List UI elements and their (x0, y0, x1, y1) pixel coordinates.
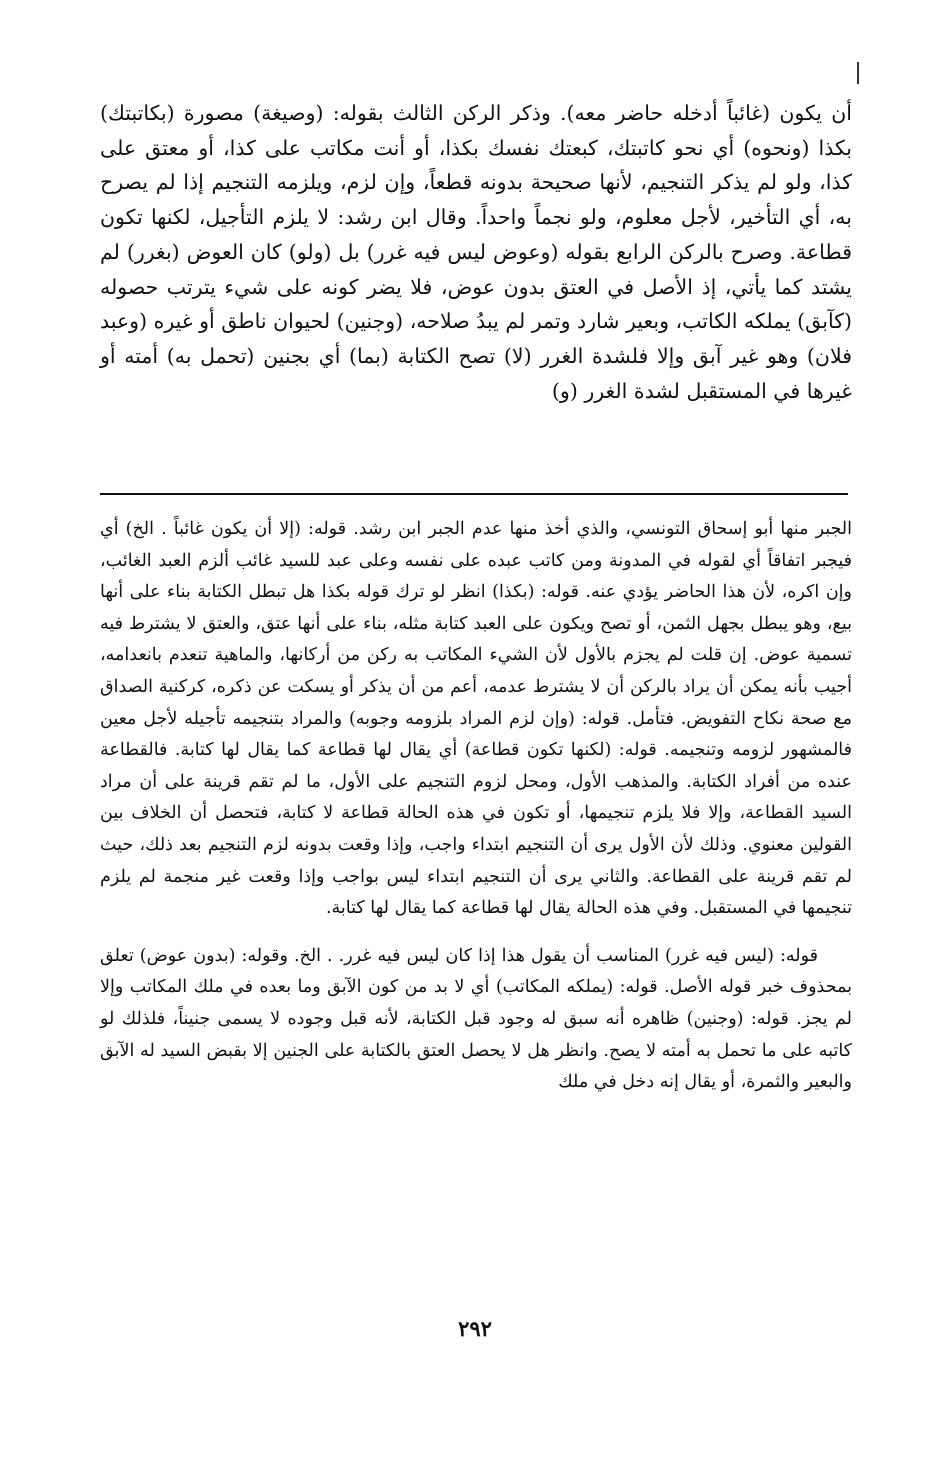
main-text-block (100, 96, 852, 408)
main-paragraph: أن يكون (غائباً أدخله حاضر معه). وذكر الركن الثالث بقوله: (وصيغة) مصورة (بكاتبتك) بكذا (ونحوه) أي نحو كاتبتك، كبعتك نفسك بكذا، أو أنت مكاتب على كذا، أو معتق على كذا، ولو لم يذكر التنجيم، لأنها صحيحة بدونه قطعاً، وإن لزم، ويلزمه التنجيم إذا لم يصرح به، أي التأخير، لأجل معلوم، ولو نجماً واحداً. وقال ابن رشد: لا يلزم التأجيل، لكنها تكون قطاعة. وصرح بالركن الرابع بقوله (وعوض ليس فيه غرر) بل (ولو) كان العوض (بغرر) لم يشتد كما يأتي، إذ الأصل في العتق بدون عوض، فلا يضر كونه على شيء يترتب حصوله (كآبق) يملكه الكاتب، وبعير شارد وتمر لم يبدُ صلاحه، (وجنين) لحيوان ناطق أو غيره (وعبد فلان) وهو غير آبق وإلا فلشدة الغرر (لا) تصح الكتابة (بما) أي بجنين (تحمل به) أمته أو غيرها في المستقبل لشدة الغرر (و) (100, 101, 852, 403)
footnote-paragraph-1: الجبر منها أبو إسحاق التونسي، والذي أخذ منها عدم الجبر ابن رشد. قوله: (إلا أن يكون غائباً . الخ) أي فيجبر اتفاقاً أي لقوله في المدونة ومن كاتب عبده على نفسه وعلى عبد للسيد غائب ألزم العبد الغائب، وإن اكره، لأن هذا الحاضر يؤدي عنه. قوله: (بكذا) انظر لو ترك قوله بكذا هل تبطل الكتابة بناء على أنها بيع، وهو يبطل بجهل الثمن، أو تصح ويكون على العبد كتابة مثله، بناء على أنها عتق، والعتق لا يشترط فيه تسمية عوض. إن قلت لم يجزم بالأول لأن الشيء المكاتب به ركن من أركانها، والماهية تنعدم بانعدامه، أجيب بأنه يمكن أن يراد بالركن أن لا يشترط عدمه، أعم من أن يذكر أو يسكت عن ذكره، كركنية الصداق مع صحة نكاح التفويض. فتأمل. قوله: (وإن لزم المراد بلزومه وجوبه) والمراد بتنجيمه تأجيله لأجل معين فالمشهور لزومه وتنجيمه. قوله: (لكنها تكون قطاعة) أي يقال لها قطاعة كما يقال لها كتابة. فالقطاعة عنده من أفراد الكتابة. والمذهب الأول، ومحل لزوم التنجيم على الأول، ما لم تقم قرينة على أن مراد السيد القطاعة، وإلا فلا يلزم تنجيمها، أو تكون في هذه الحالة قطاعة لا كتابة، فتحصل أن الخلاف بين القولين معنوي. وذلك لأن الأول يرى أن التنجيم ابتداء واجب، وإذا وقعت بدونه لزم التنجيم بعد ذلك، حيث لم تقم قرينة على القطاعة. والثاني يرى أن التنجيم ابتداء ليس بواجب وإذا وقعت غير منجمة لم يلزم تنجيمها في المستقبل. وفي هذه الحالة يقال لها قطاعة كما يقال لها كتابة. (100, 519, 852, 919)
page-number: ٢٩٢ (458, 1316, 492, 1341)
footnote-paragraph-2: قوله: (ليس فيه غرر) المناسب أن يقول هذا إذا كان ليس فيه غرر. . الخ. وقوله: (بدون عوض) تعلق بمحذوف خبر قوله الأصل. قوله: (يملكه المكاتب) أي لا بد من كون الآبق وما بعده في ملك المكاتب وإلا لم يجز. قوله: (وجنين) ظاهره أنه سبق له وجود قبل الكتابة، لأنه قبل وجوده لا يسمى جنيناً، فلذلك لو كاتبه على ما تحمل به أمته لا يصح. وانظر هل لا يحصل العتق بالكتابة على الجنين إلا بقبض السيد له الآبق والبعير والثمرة، أو يقال إنه دخل في ملك (100, 945, 852, 1093)
page-edge-mark (857, 62, 859, 84)
footnote-separator (100, 493, 848, 495)
footnotes-block (100, 514, 852, 1099)
